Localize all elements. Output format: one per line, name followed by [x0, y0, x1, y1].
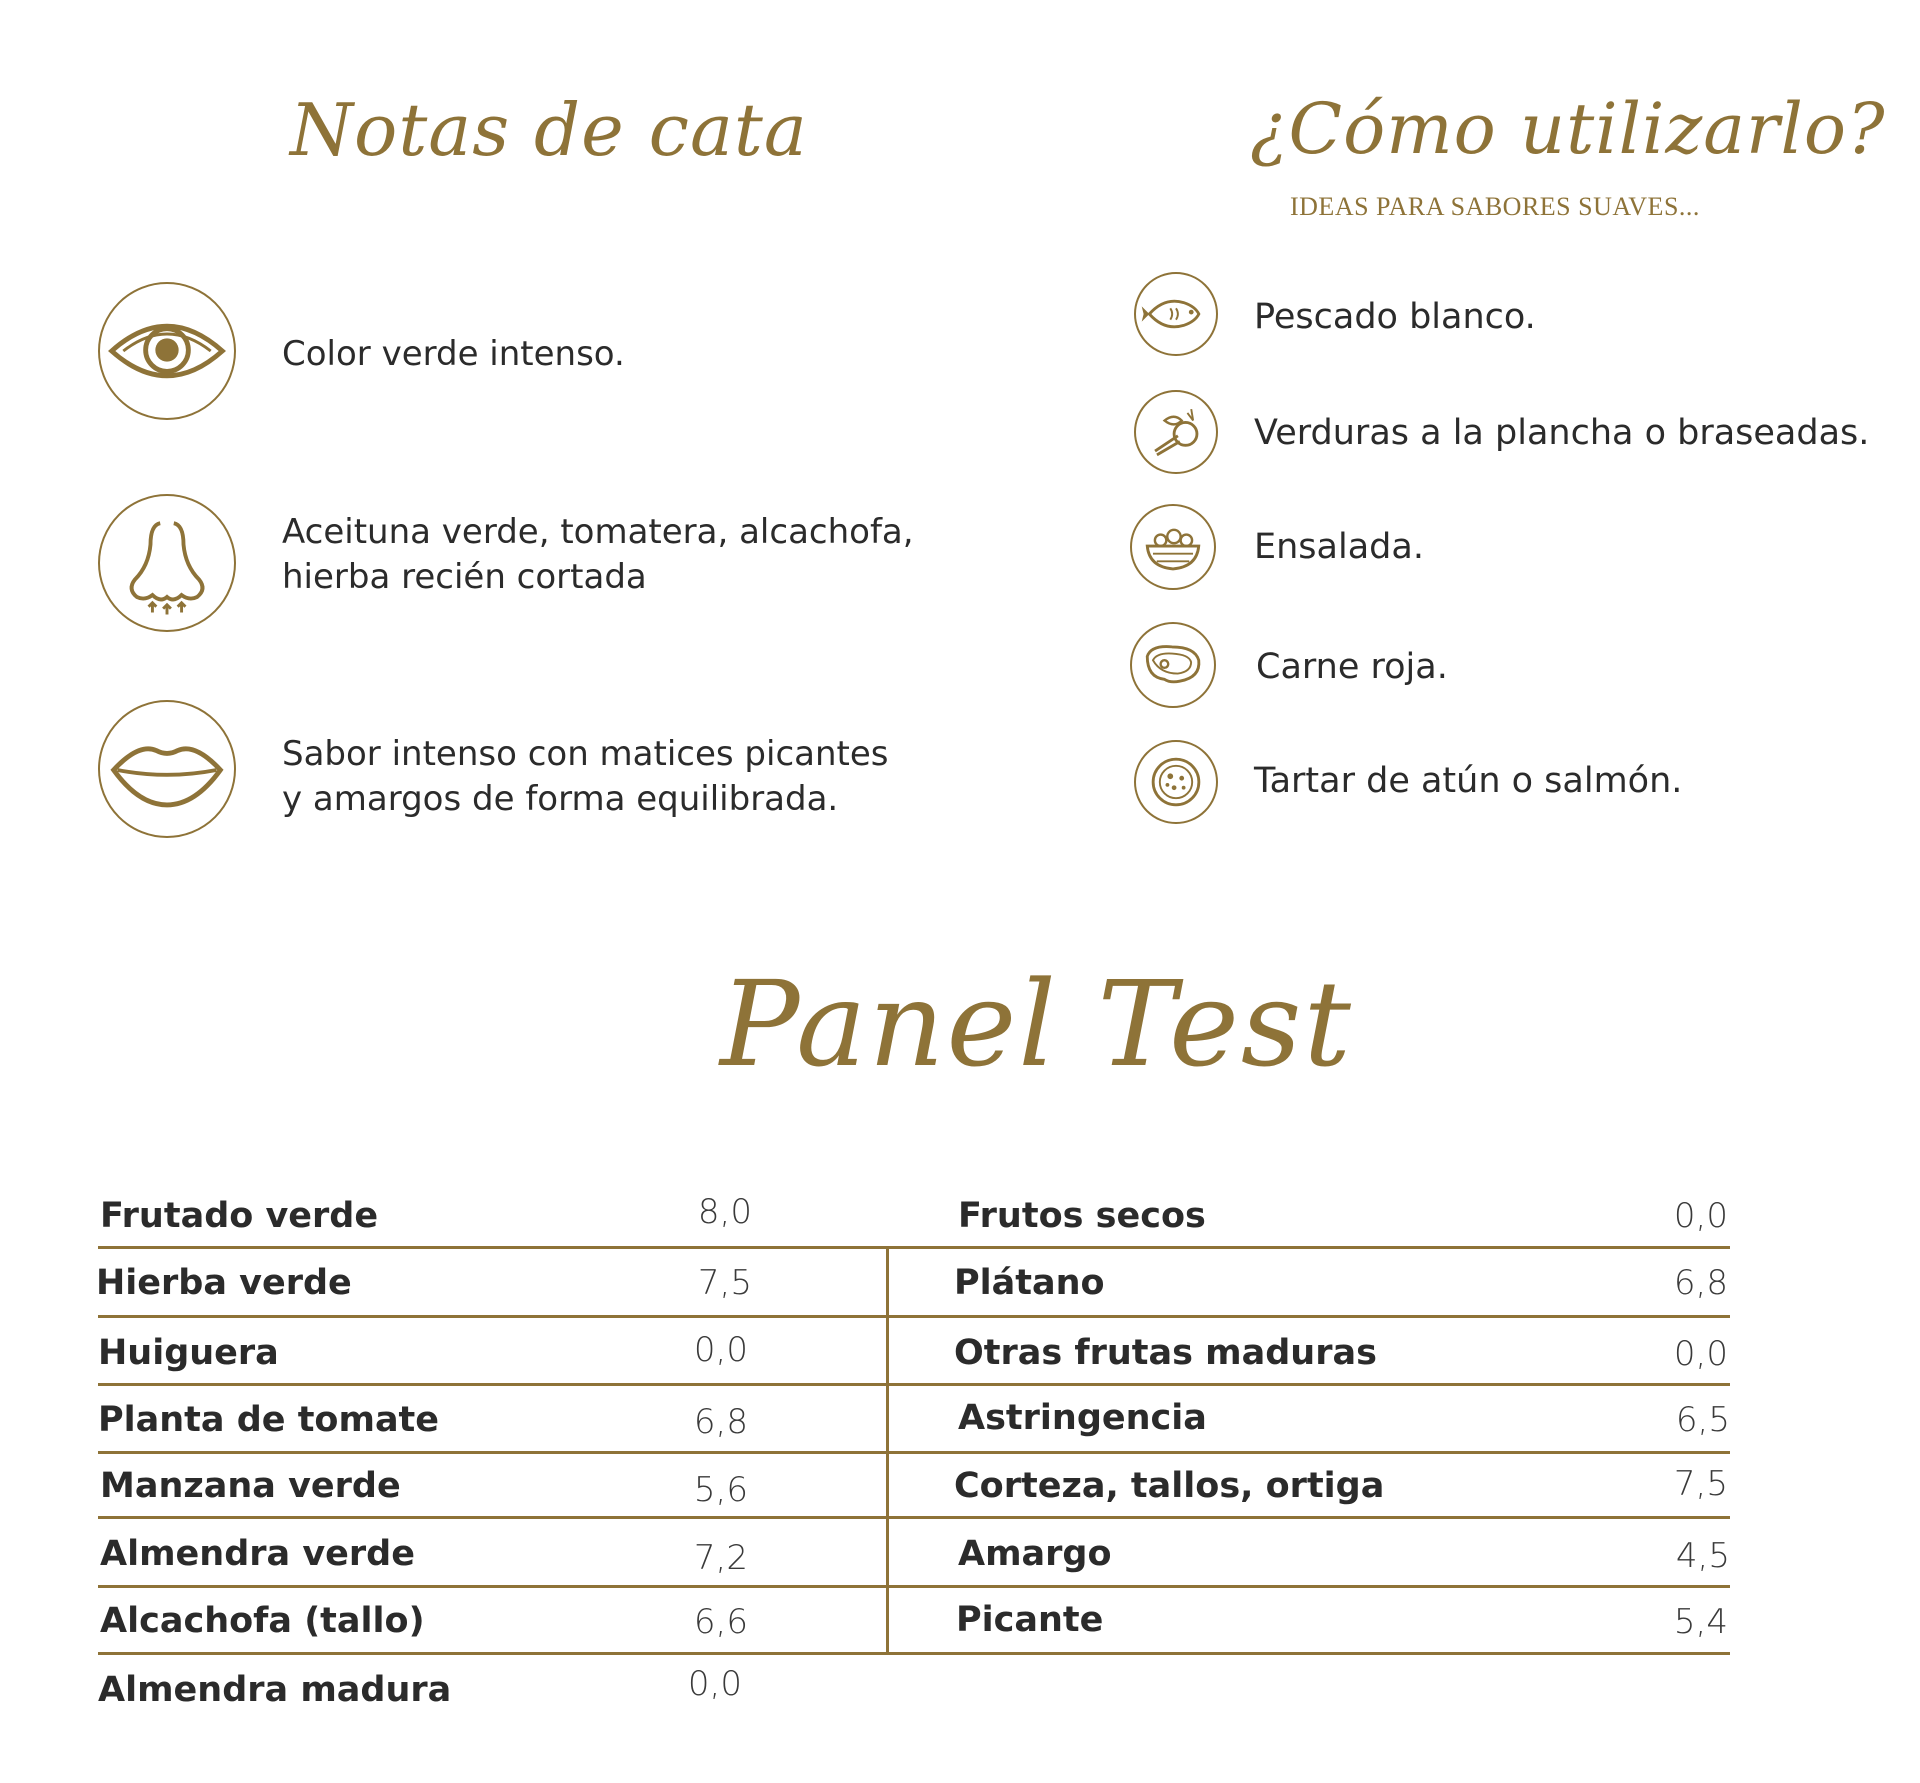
row-divider	[98, 1383, 890, 1386]
panel-left-value: 0,0	[687, 1664, 742, 1704]
panel-left-value: 8,0	[697, 1192, 752, 1232]
panel-right-label: Amargo	[958, 1534, 1112, 1574]
panel-left-label: Huiguera	[98, 1333, 279, 1373]
panel-right-label: Frutos secos	[958, 1196, 1206, 1236]
tasting-notes-title: Notas de cata	[290, 88, 808, 172]
row-divider	[98, 1652, 890, 1655]
panel-left-value: 0,0	[693, 1330, 748, 1370]
panel-right-label: Otras frutas maduras	[954, 1333, 1377, 1373]
vegetables-icon	[1134, 390, 1218, 474]
panel-right-value: 0,0	[1673, 1334, 1728, 1374]
column-divider	[886, 1248, 889, 1652]
panel-left-label: Manzana verde	[100, 1466, 401, 1506]
panel-right-value: 6,5	[1675, 1400, 1730, 1440]
tasting-note-flavor: Sabor intenso con matices picantes y amargos de forma equilibrada.	[282, 734, 889, 819]
eye-icon	[98, 282, 236, 420]
usage-subtitle: IDEAS PARA SABORES SUAVES...	[1290, 192, 1700, 221]
row-divider	[886, 1516, 1730, 1519]
tartar-icon	[1134, 740, 1218, 824]
panel-left-value: 6,6	[693, 1602, 748, 1642]
panel-right-label: Corteza, tallos, ortiga	[954, 1466, 1385, 1506]
panel-right-label: Picante	[956, 1600, 1104, 1640]
panel-left-value: 5,6	[693, 1470, 748, 1510]
row-divider	[98, 1315, 890, 1318]
row-divider	[98, 1516, 890, 1519]
usage-title: ¿Cómo utilizarlo?	[1250, 88, 1886, 170]
panel-right-label: Plátano	[954, 1263, 1105, 1303]
panel-left-label: Frutado verde	[100, 1196, 379, 1236]
row-divider	[886, 1652, 1730, 1655]
row-divider	[886, 1315, 1730, 1318]
panel-left-label: Hierba verde	[96, 1263, 352, 1303]
row-divider	[98, 1246, 890, 1249]
panel-left-value: 7,5	[697, 1263, 752, 1303]
usage-item-vegetables: Verduras a la plancha o braseadas.	[1254, 413, 1870, 453]
tasting-note-color: Color verde intenso.	[282, 334, 625, 374]
row-divider	[98, 1585, 890, 1588]
row-divider	[886, 1585, 1730, 1588]
usage-item-tartar: Tartar de atún o salmón.	[1254, 761, 1683, 801]
panel-right-value: 0,0	[1673, 1196, 1728, 1236]
row-divider	[886, 1246, 1730, 1249]
row-divider	[98, 1451, 890, 1454]
salad-bowl-icon	[1130, 504, 1216, 590]
panel-left-label: Planta de tomate	[98, 1400, 440, 1440]
row-divider	[886, 1383, 1730, 1386]
usage-item-fish: Pescado blanco.	[1254, 297, 1536, 337]
fish-icon	[1134, 272, 1218, 356]
usage-item-red-meat: Carne roja.	[1256, 647, 1448, 687]
panel-right-value: 7,5	[1673, 1464, 1728, 1504]
steak-icon	[1130, 622, 1216, 708]
usage-item-salad: Ensalada.	[1254, 527, 1424, 567]
panel-left-value: 6,8	[693, 1402, 748, 1442]
panel-right-value: 6,8	[1673, 1263, 1728, 1303]
panel-right-value: 4,5	[1675, 1536, 1730, 1576]
panel-left-label: Almendra madura	[98, 1670, 452, 1710]
tasting-note-aroma: Aceituna verde, tomatera, alcachofa, hierba recién cortada	[282, 512, 914, 597]
lips-icon	[98, 700, 236, 838]
panel-test-title: Panel Test	[720, 955, 1353, 1093]
row-divider	[886, 1451, 1730, 1454]
panel-left-label: Almendra verde	[100, 1534, 415, 1574]
panel-right-value: 5,4	[1673, 1602, 1728, 1642]
panel-left-label: Alcachofa (tallo)	[100, 1601, 425, 1641]
panel-left-value: 7,2	[693, 1538, 748, 1578]
nose-icon	[98, 494, 236, 632]
panel-right-label: Astringencia	[958, 1398, 1207, 1438]
